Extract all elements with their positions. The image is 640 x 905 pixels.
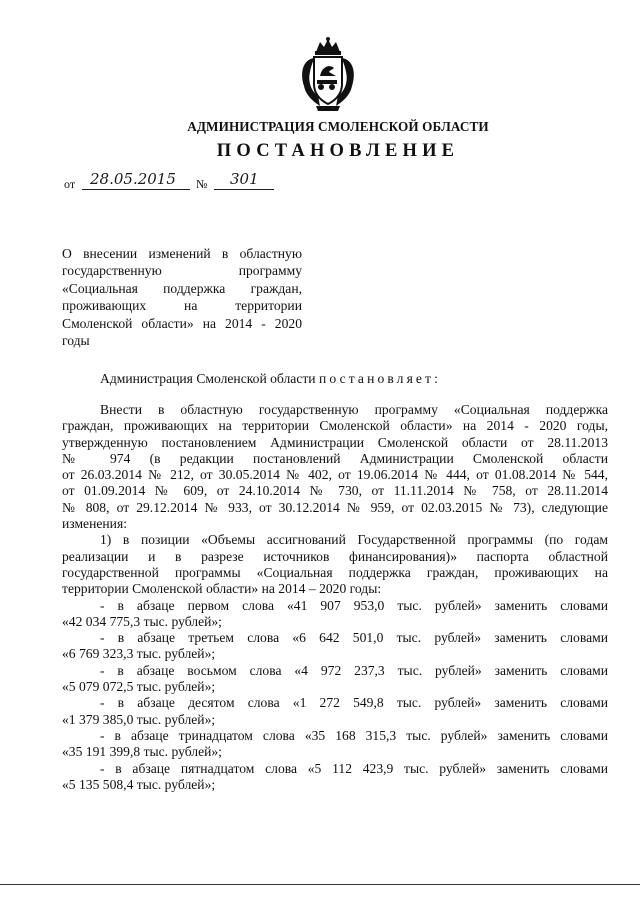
subject-line: Смоленской области» на 2014 - 2020 xyxy=(62,315,302,331)
body-line: Внести в областную государственную программу «Социальная поддержка xyxy=(100,402,608,417)
subject-line: «Социальная поддержка граждан, xyxy=(62,280,302,296)
page-edge-line xyxy=(0,884,640,885)
date-label: от xyxy=(64,177,76,191)
handwritten-number: 301 xyxy=(230,170,259,188)
body-line: «42 034 775,3 тыс. рублей»; xyxy=(62,613,222,629)
number-label: № xyxy=(196,177,208,191)
document-type-title: ПОСТАНОВЛЕНИЕ xyxy=(216,141,460,161)
date-number-line xyxy=(64,171,304,193)
decree-statement xyxy=(100,371,441,387)
date-underline xyxy=(82,189,190,190)
body-line: «5 135 508,4 тыс. рублей»; xyxy=(62,776,216,792)
body-line: изменения: xyxy=(62,516,127,532)
body-line: «6 769 323,3 тыс. рублей»; xyxy=(62,646,216,662)
body-line: государственной программы «Социальная поддержка граждан, проживающих на xyxy=(62,564,608,580)
body-line: № 974 (в редакции постановлений Администрации Смоленской области xyxy=(62,450,608,466)
body-line: реализации и в разрезе источников финансирования)» паспорта областной xyxy=(62,548,608,564)
subject-line: проживающих на территории xyxy=(62,298,302,314)
body-line: № 808, от 29.12.2014 № 933, от 30.12.2014 № 959, от 02.03.2015 № 73), следующие xyxy=(62,499,608,515)
organization-name: АДМИНИСТРАЦИЯ СМОЛЕНСКОЙ ОБЛАСТИ xyxy=(187,119,489,134)
coat-of-arms-smolensk-emblem xyxy=(296,36,360,114)
body-line: от 26.03.2014 № 212, от 30.05.2014 № 402, от 19.06.2014 № 444, от 01.08.2014 № 544, xyxy=(62,467,608,483)
body-line: - в абзаце тринадцатом слова «35 168 315,3 тыс. рублей» заменить словами xyxy=(100,727,608,743)
body-line: «1 379 385,0 тыс. рублей»; xyxy=(62,711,216,727)
body-line: «5 079 072,5 тыс. рублей»; xyxy=(62,679,216,695)
body-line: граждан, проживающих на территории Смоленской области» на 2014 - 2020 годы, xyxy=(62,418,608,434)
body-line: - в абзаце первом слова «41 907 953,0 тыс. рублей» заменить словами xyxy=(100,597,608,613)
number-underline xyxy=(214,189,274,190)
decree-prefix: Администрация Смоленской области xyxy=(100,371,316,386)
body-line: - в абзаце десятом слова «1 272 549,8 тыс. рублей» заменить словами xyxy=(100,695,608,711)
body-line: - в абзаце восьмом слова «4 972 237,3 тыс. рублей» заменить словами xyxy=(100,662,608,678)
subject-line: годы xyxy=(62,333,90,349)
handwritten-date: 28.05.2015 xyxy=(90,170,176,188)
body-line: от 01.09.2014 № 609, от 24.10.2014 № 730, от 11.11.2014 № 758, от 28.11.2014 xyxy=(62,483,608,499)
decree-body xyxy=(62,402,608,793)
subject-line: О внесении изменений в областную xyxy=(62,246,302,261)
subject-block xyxy=(62,245,302,349)
body-line: - в абзаце пятнадцатом слова «5 112 423,9 тыс. рублей» заменить словами xyxy=(100,760,608,776)
subject-line: государственную программу xyxy=(62,263,302,279)
body-line: утвержденную постановлением Администрации Смоленской области от 28.11.2013 xyxy=(62,434,608,450)
body-line: территории Смоленской области» на 2014 – 2020 годы: xyxy=(62,581,382,597)
body-line: «35 191 399,8 тыс. рублей»; xyxy=(62,744,222,760)
decree-word: постановляет: xyxy=(318,371,441,386)
body-line: 1) в позиции «Объемы ассигнований Государственной программы (по годам xyxy=(100,532,608,548)
body-line: - в абзаце третьем слова «6 642 501,0 тыс. рублей» заменить словами xyxy=(100,630,608,646)
